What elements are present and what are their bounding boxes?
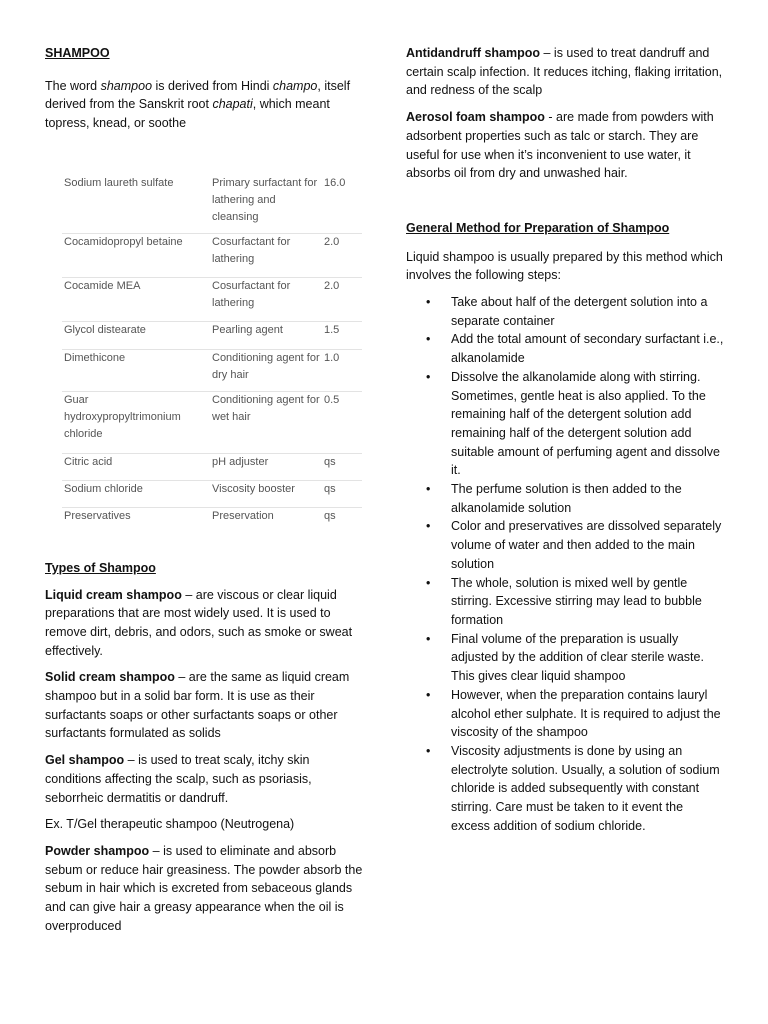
bullet-icon: • xyxy=(426,482,431,497)
ingredient-cell: Glycol distearate xyxy=(64,323,146,336)
list-item: • Take about half of the detergent solution into a separate container xyxy=(426,295,708,328)
function-cell: Preservation xyxy=(212,509,274,522)
ingredient-cell: Citric acid xyxy=(64,455,113,468)
percent-cell: 16.0 xyxy=(324,176,346,189)
list-item: • The whole, solution is mixed well by gentle stirring. Excessive stirring may lead to bubble formation xyxy=(426,575,702,627)
list-item: • Final volume of the preparation is usually adjusted by the addition of clear sterile waste. This gives clear liquid shampoo xyxy=(426,631,704,684)
list-item: • Dissolve the alkanolamide along with stirring. Sometimes, gentle heat is also applied. To the remaining half of the detergent solution add remaining half of the detergent solution add suitable amount of perfuming agent and dissolve it. xyxy=(426,369,720,478)
percent-cell: 0.5 xyxy=(324,393,340,406)
percent-cell: 2.0 xyxy=(324,279,340,292)
percent-cell: 1.0 xyxy=(324,351,340,364)
ingredient-cell: Sodium chloride xyxy=(64,482,143,495)
bullet-icon: • xyxy=(426,332,431,347)
type-paragraph-gel: Gel shampoo – is used to treat scaly, itchy skin conditions affecting the scalp, such as psoriasis, seborrheic dermatitis or dandruff. xyxy=(45,753,312,805)
table-row xyxy=(62,349,362,381)
function-cell: Pearling agent xyxy=(212,323,283,336)
type-paragraph-liquid: Liquid cream shampoo – are viscous or clear liquid preparations that are most widely used. It is used to remove dirt, debris, and odors, such as smoke or sweat effectively. xyxy=(45,587,353,658)
function-cell: Cosurfactant for lathering xyxy=(212,279,291,309)
steps-list xyxy=(406,293,724,835)
bullet-icon: • xyxy=(426,519,431,534)
table-row xyxy=(62,480,362,495)
bullet-icon: • xyxy=(426,295,431,310)
ingredients-table xyxy=(62,175,362,537)
list-item: • The perfume solution is then added to the alkanolamide solution xyxy=(426,482,682,515)
bullet-icon: • xyxy=(426,743,431,758)
title: SHAMPOO xyxy=(45,46,110,60)
type-paragraph-powder: Powder shampoo – is used to eliminate and absorb sebum or reduce hair greasiness. The powder absorb the sebum in hair which is excreted from sebaceous glands and can give hair a greasy appearance when the oil is overproduced xyxy=(45,843,363,933)
ingredient-cell: Cocamidopropyl betaine xyxy=(64,235,183,248)
types-heading: Types of Shampoo xyxy=(45,560,156,575)
bullet-icon: • xyxy=(426,575,431,590)
bullet-icon: • xyxy=(426,369,431,384)
list-item: • However, when the preparation contains lauryl alcohol ether sulphate. It is required to adjust the viscosity of the shampoo xyxy=(426,687,721,740)
bullet-icon: • xyxy=(426,631,431,646)
function-cell: pH adjuster xyxy=(212,455,269,468)
method-heading: General Method for Preparation of Shampoo xyxy=(406,220,670,235)
table-row xyxy=(62,233,362,265)
table-row xyxy=(62,321,362,336)
percent-cell: 2.0 xyxy=(324,235,340,248)
percent-cell: qs xyxy=(324,455,336,468)
percent-cell: qs xyxy=(324,509,336,522)
ingredient-cell: Guar hydroxypropyltrimonium chloride xyxy=(64,393,181,440)
ingredient-cell: Preservatives xyxy=(64,509,131,522)
function-cell: Cosurfactant for lathering xyxy=(212,235,291,265)
example-line: Ex. T/Gel therapeutic shampoo (Neutrogena) xyxy=(45,817,295,832)
table-row xyxy=(62,453,362,468)
table-row xyxy=(62,391,362,440)
left-column xyxy=(45,44,363,935)
type-paragraph-solid: Solid cream shampoo – are the same as liquid cream shampoo but in a solid bar form. It is use as their surfactants soaps or other surfactants soaps or other surfactants formulated as solids xyxy=(45,670,350,741)
ingredient-cell: Dimethicone xyxy=(64,351,126,364)
intro-paragraph: The word shampoo is derived from Hindi champo, itself derived from the Sanskrit root chapati, which meant topress, knead, or soothe xyxy=(45,78,351,131)
ingredient-cell: Cocamide MEA xyxy=(64,279,141,292)
function-cell: Conditioning agent for wet hair xyxy=(212,393,320,423)
type-paragraph-antidandruff: Antidandruff shampoo – is used to treat dandruff and certain scalp infection. It reduces itching, flaking irritation, and redness of the scalp xyxy=(406,46,723,98)
right-column xyxy=(406,44,724,835)
table-row xyxy=(62,507,362,522)
percent-cell: 1.5 xyxy=(324,323,340,336)
list-item: • Color and preservatives are dissolved separately volume of water and then added to the main solution xyxy=(426,519,722,571)
function-cell: Viscosity booster xyxy=(212,482,295,495)
list-item: • Add the total amount of secondary surfactant i.e., alkanolamide xyxy=(426,332,724,366)
list-item: • Viscosity adjustments is done by using an electrolyte solution. Usually, a solution of sodium chloride is added subsequently with constant stirring. Care must be taken to it event the excess addition of sodium chloride. xyxy=(426,743,720,833)
table-row xyxy=(62,277,362,309)
ingredient-cell: Sodium laureth sulfate xyxy=(64,176,174,189)
percent-cell: qs xyxy=(324,482,336,495)
method-intro: Liquid shampoo is usually prepared by this method which involves the following steps: xyxy=(406,249,723,283)
function-cell: Primary surfactant for lathering and cleansing xyxy=(212,176,318,223)
function-cell: Conditioning agent for dry hair xyxy=(212,351,320,381)
bullet-icon: • xyxy=(426,687,431,702)
type-paragraph-aerosol: Aerosol foam shampoo - are made from powders with adsorbent properties such as talc or starch. They are useful for use when it’s inconvenient to use water, it absorbs oil from dry and unwashed hair. xyxy=(406,110,714,181)
